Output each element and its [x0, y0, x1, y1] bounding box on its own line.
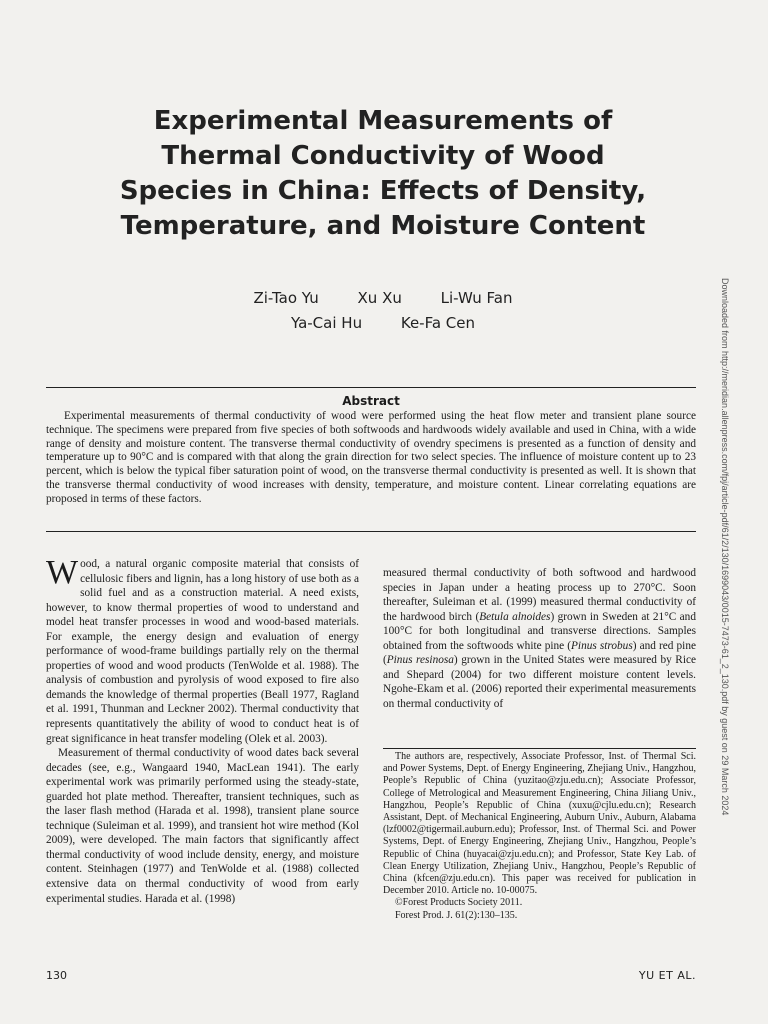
abstract-text: Experimental measurements of thermal conductivity of wood were performed using the heat flow meter and transient plane source technique. The specimens were prepared from five species of both softwoods and hardwoods widely available and used in China, with a wide range of density and moisture content. The transverse thermal conductivity of ovendry specimens is presented as a function of density and temperature up to 90°C and is compared with that along the grain direction for two select species. The influence of moisture content up to 23 percent, which is below the typical fiber saturation point of wood, on the transverse thermal conductivity is presented as well. It is shown that the transverse thermal conductivity of wood increases with density, temperature, and moisture content. Linear correlating equations are proposed in terms of these factors. [46, 410, 696, 505]
footnote-citation: Forest Prod. J. 61(2):130–135. [395, 909, 518, 921]
abstract-bottom-rule [46, 531, 696, 532]
paragraph-text: ood, a natural organic composite material that consists of cellulosic fibers and lignin, has a long history of use both as a solid fuel and as a construction material. A need exists, however, to know thermal properties of wood to understand and model heat transfer processes in wood and wood-based materials. For example, the energy design and evaluation of energy performance of wood-frame buildings partially rely on the thermal properties of wood and wood products (TenWolde et al. 1988). The analysis of combustion and pyrolysis of wood exposed to fire also demands the knowledge of thermal properties (Beall 1977, Ragland et al. 1991, Thunman and Leckner 2002). Thermal conductivity that represents quantitatively the ability of wood to conduct heat is of great significance in heat transfer modeling (Olek et al. 2003). [46, 558, 360, 745]
author-name: Ya-Cai Hu [290, 314, 363, 332]
body-right-column [383, 566, 696, 711]
download-watermark: Downloaded from http://meridian.allenpress.com/fpj/article-pdf/61/2/130/1699043/0015-7473-61_2_130.pdf by guest on 29 March 2024 [720, 278, 730, 816]
paper-title [60, 104, 706, 244]
abstract-top-rule [46, 387, 696, 388]
title-line: Species in China: Effects of Density, [119, 176, 647, 206]
species-name: Pinus strobus [571, 639, 633, 652]
footnote-rule [383, 748, 696, 749]
drop-cap: W [46, 554, 79, 591]
author-footnote [383, 751, 696, 922]
title-line: Thermal Conductivity of Wood [161, 141, 605, 171]
title-line: Experimental Measurements of [153, 106, 613, 136]
author-row [60, 311, 706, 336]
species-name: Betula alnoides [479, 610, 551, 623]
author-name: Xu Xu [357, 289, 402, 307]
author-name: Ke-Fa Cen [400, 314, 476, 332]
author-row [60, 286, 706, 311]
footnote-copyright: ©Forest Products Society 2011. [395, 897, 523, 909]
author-list [60, 286, 706, 336]
page-number: 130 [46, 969, 67, 982]
title-line: Temperature, and Moisture Content [120, 211, 646, 241]
species-name: Pinus resinosa [386, 654, 454, 667]
abstract-heading: Abstract [342, 394, 400, 408]
body-left-column [46, 554, 360, 906]
body-paragraph: measured thermal conductivity of both softwood and hardwood species in Japan under a heating process up to 270°C. Soon thereafter, Suleiman et al. (1999) measured thermal conductivity of the hardwood birch (Betula alnoides) grown in Sweden at 21°C and 100°C for both longitudinal and transverse directions. Samples obtained from the softwoods white pine (Pinus strobus) and red pine (Pinus resinosa) grown in the United States were measured by Rice and Shepard (2004) for two different moisture content levels. Ngohe-Ekam et al. (2006) reported their experimental measurements on thermal conductivity of [383, 567, 696, 710]
author-name: Li-Wu Fan [440, 289, 513, 307]
footnote-affiliations: The authors are, respectively, Associate Professor, Inst. of Thermal Sci. and Power Systems, Dept. of Energy Engineering, Zhejiang Univ., Hangzhou, People’s Republic of China (yuzitao@zju.edu.cn); Associate Professor, College of Metrological and Measurement Engineering, China Jiliang Univ., Hangzhou, People’s Republic of China (xuxu@cjlu.edu.cn); Research Assistant, Dept. of Mechanical Engineering, Auburn Univ., Auburn, Alabama (lzf0002@tigermail.auburn.edu); Professor, Inst. of Thermal Sci. and Power Systems, Dept. of Energy Engineering, Zhejiang Univ., Hangzhou, People’s Republic of China (huyacai@zju.edu.cn); and Professor, State Key Lab. of Clean Energy Utilization, Zhejiang Univ., Hangzhou, People’s Republic of China (kfcen@zju.edu.cn). This paper was received for publication in December 2010. Article no. 10-00075. [383, 751, 696, 897]
author-name: Zi-Tao Yu [253, 289, 319, 307]
body-paragraph: Measurement of thermal conductivity of wood dates back several decades (see, e.g., Wangaard 1940, MacLean 1941). The early experimental work was primarily performed using the steady-state, guarded hot plate method. Thereafter, transient techniques, such as the laser flash method (Harada et al. 1998), transient plane source technique (Suleiman et al. 1999), and transient hot wire method (Kol 2009), were developed. The main factors that significantly affect thermal conductivity of wood include density, energy, and moisture content. Steinhagen (1977) and TenWolde et al. (1988) collected extensive data on thermal conductivity of wood from early experimental studies. Harada et al. (1998) [46, 747, 359, 905]
running-head: YU ET AL. [638, 969, 696, 982]
body-paragraph [46, 554, 360, 746]
